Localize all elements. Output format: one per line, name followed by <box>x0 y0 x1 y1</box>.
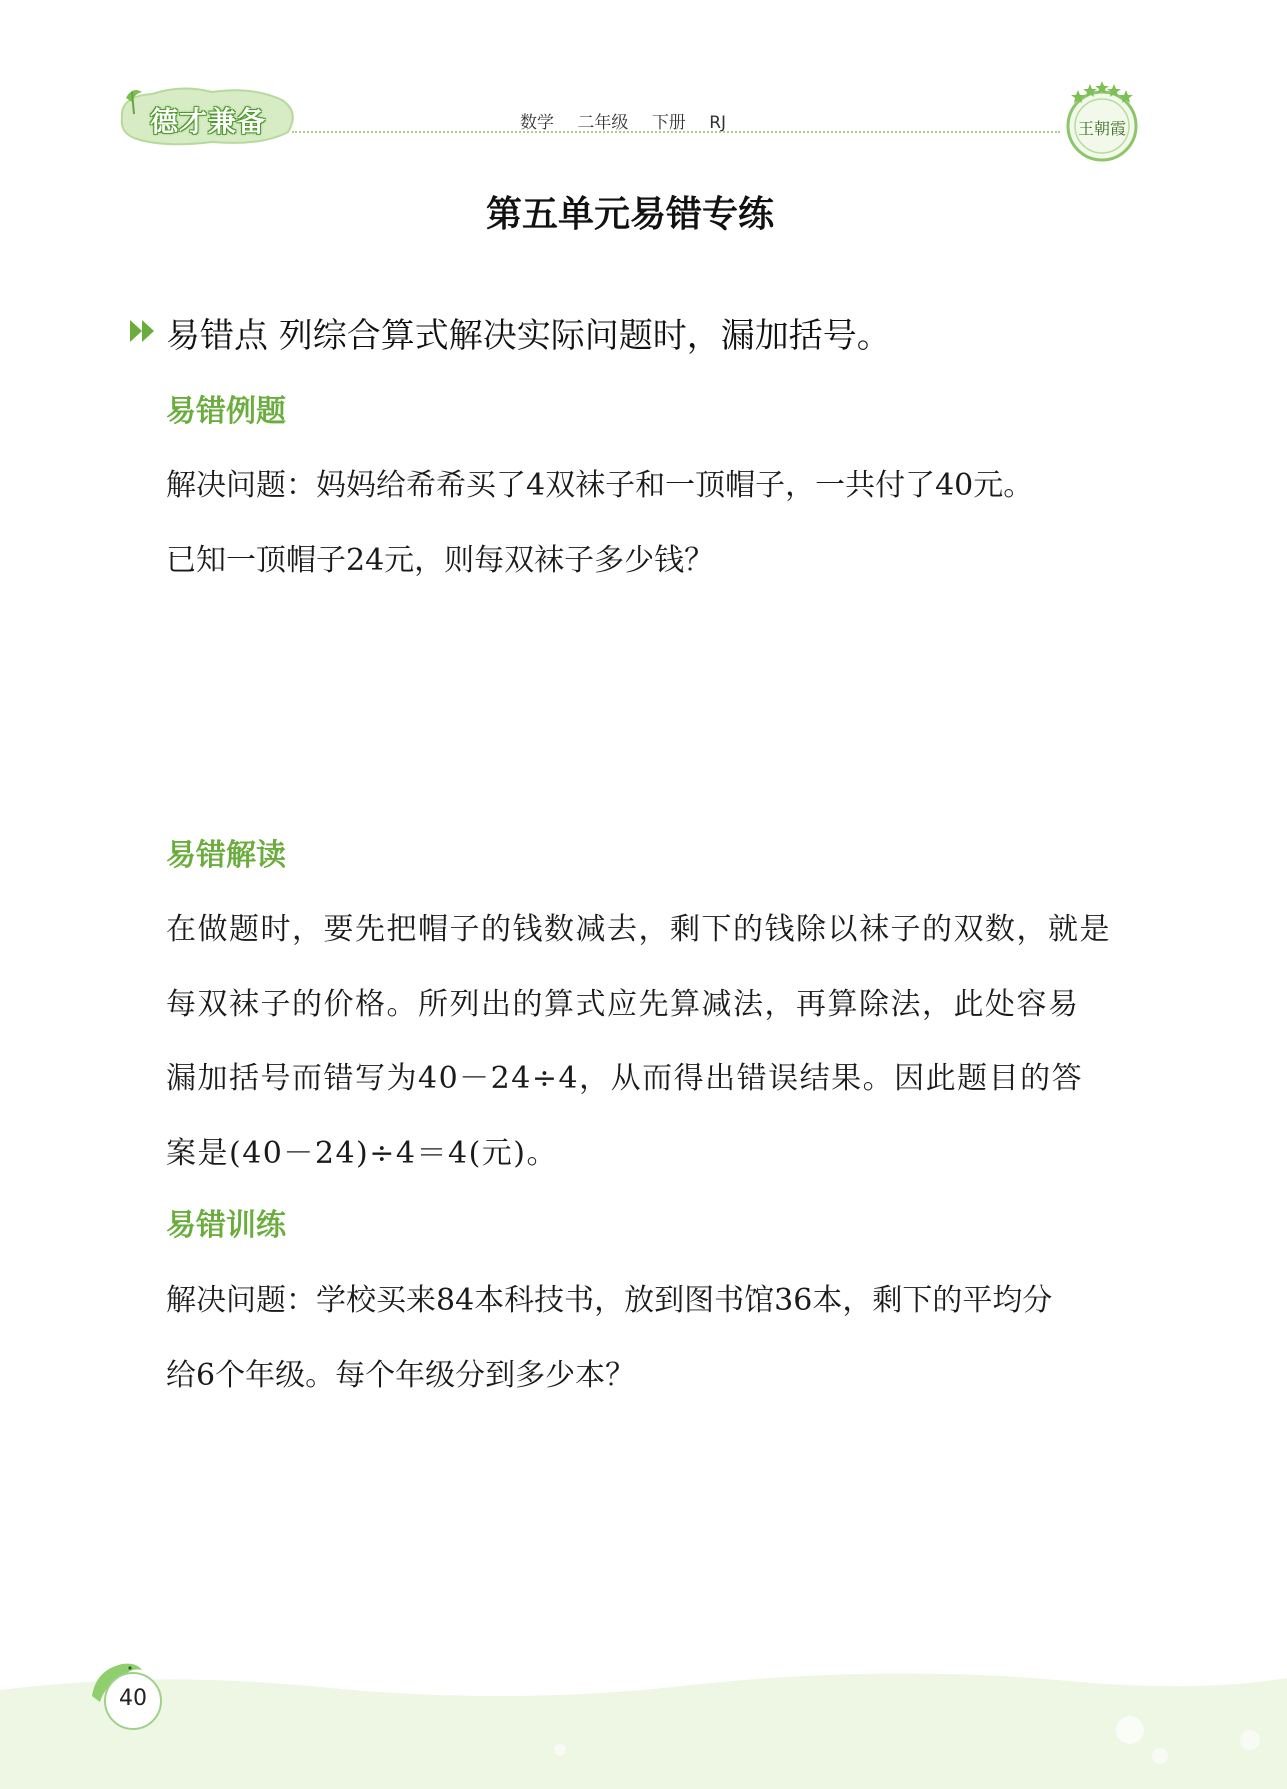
analysis-line: 漏加括号而错写为40－24÷4，从而得出错误结果。因此题目的答 <box>166 1061 1084 1096</box>
example-line: 已知一顶帽子24元，则每双袜子多少钱？ <box>166 543 715 578</box>
page-number: 40 <box>119 1686 147 1711</box>
analysis-heading: 易错解读 <box>166 838 286 873</box>
error-point-heading: 易错点 列综合算式解决实际问题时，漏加括号。 <box>166 316 891 356</box>
analysis-line: 在做题时，要先把帽子的钱数减去，剩下的钱除以袜子的双数，就是 <box>166 912 1111 947</box>
training-heading: 易错训练 <box>166 1208 286 1243</box>
subject-label: 数学 <box>520 113 554 133</box>
example-heading: 易错例题 <box>166 394 286 429</box>
page-title: 第五单元易错专练 <box>485 194 774 235</box>
seal-emblem-icon <box>1058 76 1146 166</box>
double-arrow-icon <box>130 318 160 344</box>
header-divider <box>292 131 1060 133</box>
volume-label: 下册 <box>651 113 686 133</box>
brand-name: 德才兼备 <box>150 105 267 138</box>
analysis-line: 每双袜子的价格。所列出的算式应先算减法，再算除法，此处容易 <box>166 987 1080 1022</box>
grade-label: 二年级 <box>577 113 629 133</box>
seal-text: 王朝霞 <box>1077 119 1127 138</box>
analysis-line: 案是(40－24)÷4＝4(元)。 <box>166 1136 558 1171</box>
footer-wave-decoration <box>0 1660 1287 1789</box>
training-line: 给6个年级。每个年级分到多少本？ <box>166 1358 636 1393</box>
edition-label: RJ <box>709 113 727 133</box>
training-line: 解决问题：学校买来84本科技书，放到图书馆36本，剩下的平均分 <box>166 1283 1053 1318</box>
book-info <box>520 108 744 133</box>
example-line: 解决问题：妈妈给希希买了4双袜子和一顶帽子，一共付了40元。 <box>166 468 1034 503</box>
